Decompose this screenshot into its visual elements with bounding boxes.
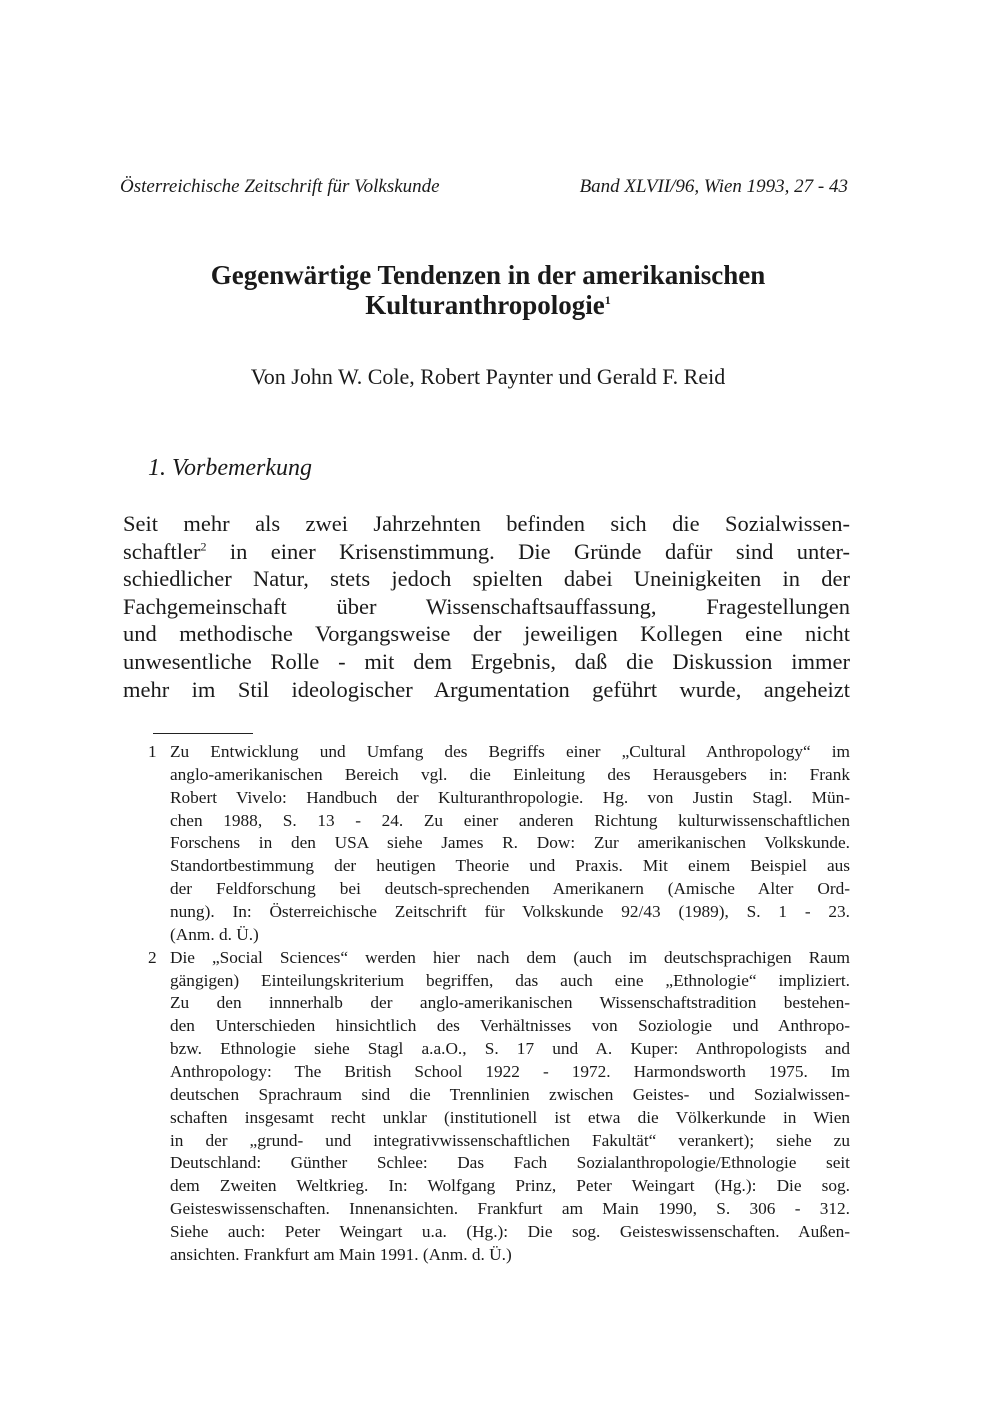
running-header-volume: Band XLVII/96, Wien 1993, 27 - 43 [579, 176, 848, 197]
footnote-line: Forschens in den USA siehe James R. Dow: Zur amerikanischen Volkskunde. [170, 833, 850, 853]
footnote [148, 947, 850, 1267]
running-header-journal: Österreichische Zeitschrift für Volkskunde [120, 176, 440, 197]
footnote-ref-2[interactable]: 2 [200, 539, 207, 554]
footnote-line: der Feldforschung bei deutsch-sprechenden Amerikanern (Amische Alter Ord- [170, 879, 850, 899]
footnote [148, 741, 850, 947]
footnote-line: dem Zweiten Weltkrieg. In: Wolfgang Prinz, Peter Weingart (Hg.): Die sog. [170, 1176, 850, 1196]
footnote-line: den Unterschieden hinsichtlich des Verhältnisses von Soziologie und Anthropo- [170, 1016, 850, 1036]
footnote-line: chen 1988, S. 13 - 24. Zu einer anderen Richtung kulturwissenschaftlichen [170, 810, 850, 830]
footnote-line: Standortbestimmung der heutigen Theorie und Praxis. Mit einem Beispiel aus [170, 856, 850, 876]
footnote-line: schaften insgesamt recht unklar (institutionell ist etwa die Völkerkunde in Wien [170, 1107, 850, 1127]
article-authors: Von John W. Cole, Robert Paynter und Gerald F. Reid [250, 364, 726, 389]
footnote-line: bzw. Ethnologie siehe Stagl a.a.O., S. 17 und A. Kuper: Anthropologists and [170, 1039, 850, 1059]
footnote-line: ansichten. Frankfurt am Main 1991. (Anm. d. Ü.) [170, 1244, 512, 1264]
footnote-line: Anthropology: The British School 1922 - 1972. Harmondsworth 1975. Im [170, 1062, 850, 1082]
footnote-number: 2 [148, 947, 157, 967]
footnote-line: Deutschland: Günther Schlee: Das Fach Sozialanthropologie/Ethnologie seit [170, 1153, 850, 1173]
article-title-line-1: Gegenwärtige Tendenzen in der amerikanischen [210, 260, 766, 290]
body-line [123, 538, 850, 566]
body-line: unwesentliche Rolle - mit dem Ergebnis, daß die Diskussion immer [123, 648, 850, 674]
footnote-line: Robert Vivelo: Handbuch der Kulturanthropologie. Hg. von Justin Stagl. Mün- [170, 787, 850, 807]
body-line: Fachgemeinschaft über Wissenschaftsauffassung, Fragestellungen [123, 593, 850, 619]
footnote-line: (Anm. d. Ü.) [170, 924, 259, 944]
footnote-line: Zu den innnerhalb der anglo-amerikanischen Wissenschaftstradition bestehen- [170, 993, 850, 1013]
article-title-text: Kulturanthropologie [365, 290, 605, 320]
body-line: mehr im Stil ideologischer Argumentation geführt wurde, angeheizt [123, 676, 850, 702]
footnote-line: deutschen Sprachraum sind die Trennlinien zwischen Geistes- und Sozialwissen- [170, 1084, 850, 1104]
footnote-line: anglo-amerikanischen Bereich vgl. die Einleitung des Herausgebers in: Frank [170, 764, 850, 784]
body-text: schaftler [123, 538, 201, 564]
footnote-ref-1[interactable]: 1 [604, 293, 611, 307]
article-title-line-2 [0, 290, 976, 321]
footnote-number: 1 [148, 742, 157, 761]
footnote-line: Zu Entwicklung und Umfang des Begriffs einer „Cultural Anthropology“ im [170, 742, 850, 761]
footnote-divider [153, 733, 253, 734]
footnotes [148, 741, 850, 1267]
footnote-line: gängigen) Einteilungskriterium begriffen, das auch eine „Ethnologie“ impliziert. [170, 970, 850, 990]
section-heading: 1. Vorbemerkung [148, 455, 312, 481]
body-line: Seit mehr als zwei Jahrzehnten befinden sich die Sozialwissen- [123, 511, 850, 536]
body-paragraph [123, 510, 850, 703]
body-line: und methodische Vorgangsweise der jeweiligen Kollegen eine nicht [123, 621, 850, 647]
footnote-line: Geisteswissenschaften. Innenansichten. Frankfurt am Main 1990, S. 306 - 312. [170, 1199, 850, 1219]
footnote-line: Die „Social Sciences“ werden hier nach dem (auch im deutschsprachigen Raum [170, 947, 850, 967]
footnote-line: Siehe auch: Peter Weingart u.a. (Hg.): Die sog. Geisteswissenschaften. Außen- [170, 1222, 850, 1242]
body-line: schiedlicher Natur, stets jedoch spielten dabei Uneinigkeiten in der [123, 566, 850, 592]
footnote-line: in der „grund- und integrativwissenschaftlichen Fakultät“ verankert); siehe zu [170, 1130, 850, 1150]
footnote-line: nung). In: Österreichische Zeitschrift für Volkskunde 92/43 (1989), S. 1 - 23. [170, 902, 850, 922]
body-text: in einer Krisenstimmung. Die Gründe dafür sind unter- [229, 538, 850, 564]
